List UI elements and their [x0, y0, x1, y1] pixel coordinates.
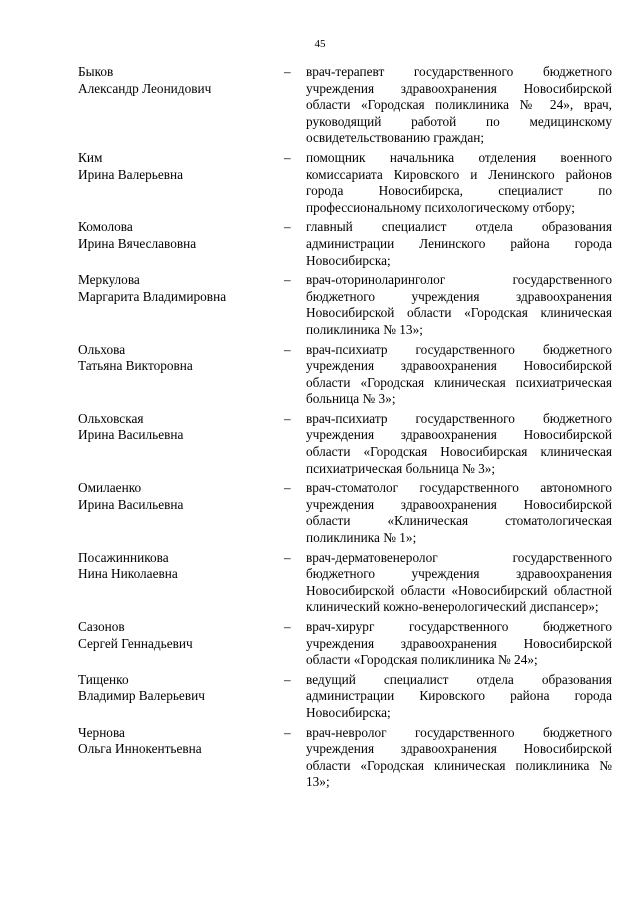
member-name — [78, 550, 284, 583]
member-surname: Посажинникова — [78, 549, 169, 565]
member-name — [78, 64, 284, 97]
member-surname: Меркулова — [78, 272, 140, 288]
member-name — [78, 411, 284, 444]
separator-dash: – — [284, 549, 291, 565]
member-surname: Ким — [78, 149, 103, 165]
member-given-name: Ирина Васильевна — [78, 496, 184, 512]
list-item — [78, 480, 612, 546]
member-name — [78, 480, 284, 513]
member-name — [78, 342, 284, 375]
member-name — [78, 219, 284, 252]
member-surname: Сазонов — [78, 619, 125, 634]
member-position: врач-хирург государственного бюджетного учреждения здравоохранения Новосибирской области «Городская поликлиника № 24»; — [306, 619, 612, 668]
member-surname: Ольхова — [78, 341, 126, 357]
member-position: врач-терапевт государственного бюджетного учреждения здравоохранения Новосибирской области «Городская поликлиника № 24», врач, руководящий работой по медицинскому освидетельствованию граждан; — [306, 64, 612, 146]
separator-dash: – — [284, 341, 291, 357]
member-given-name: Владимир Валерьевич — [78, 688, 205, 704]
list-item — [78, 550, 612, 616]
member-position: помощник начальника отделения военного комиссариата Кировского и Ленинского районов города Новосибирска, специалист по профессиональному психологическому отбору; — [306, 149, 612, 215]
member-given-name: Маргарита Владимировна — [78, 288, 227, 304]
separator-dash: – — [284, 149, 291, 165]
member-given-name: Ольга Иннокентьевна — [78, 741, 202, 757]
separator-dash: – — [284, 64, 291, 79]
list-item — [78, 619, 612, 669]
separator-dash: – — [284, 480, 291, 496]
member-given-name: Ирина Вячеславовна — [78, 235, 197, 251]
separator-dash: – — [284, 272, 291, 288]
list-item — [78, 64, 612, 147]
list-item — [78, 272, 612, 338]
member-given-name: Сергей Геннадьевич — [78, 635, 193, 651]
member-name — [78, 672, 284, 705]
separator-dash: – — [284, 410, 291, 426]
list-item — [78, 342, 612, 408]
list-item — [78, 725, 612, 791]
member-given-name: Ирина Васильевна — [78, 427, 184, 443]
member-given-name: Александр Леонидович — [78, 80, 212, 96]
member-surname: Чернова — [78, 724, 125, 740]
member-list — [78, 64, 612, 794]
member-surname: Ольховская — [78, 410, 144, 426]
member-position: врач-стоматолог государственного автономного учреждения здравоохранения Новосибирской области «Клиническая стоматологическая поликлиника № 1»; — [306, 480, 612, 546]
list-item — [78, 411, 612, 477]
member-surname: Быков — [78, 64, 114, 79]
member-given-name: Нина Николаевна — [78, 566, 178, 582]
member-name — [78, 619, 284, 652]
page-number: 45 — [314, 38, 326, 50]
member-name — [78, 272, 284, 305]
member-position: врач-психиатр государственного бюджетного учреждения здравоохранения Новосибирской области «Городская Новосибирская клиническая психиатрическая больница № 3»; — [306, 410, 612, 476]
list-item — [78, 150, 612, 216]
separator-dash: – — [284, 619, 291, 634]
member-surname: Комолова — [78, 219, 133, 235]
member-surname: Тищенко — [78, 671, 129, 687]
separator-dash: – — [284, 671, 291, 687]
member-given-name: Татьяна Викторовна — [78, 358, 193, 374]
separator-dash: – — [284, 219, 291, 235]
list-item — [78, 219, 612, 269]
member-position: врач-оториноларинголог государственного бюджетного учреждения здравоохранения Новосибирской области «Городская клиническая поликлиника № 13»; — [306, 272, 612, 337]
member-name — [78, 725, 284, 758]
member-position: врач-дерматовенеролог государственного бюджетного учреждения здравоохранения Новосибирской области «Новосибирский областной клинический кожно-венерологический диспансер»; — [306, 549, 612, 615]
member-position: врач-невролог государственного бюджетного учреждения здравоохранения Новосибирской области «Городская клиническая поликлиника № 13»; — [306, 724, 612, 790]
member-position: ведущий специалист отдела образования администрации Кировского района города Новосибирска; — [306, 671, 612, 720]
list-item — [78, 672, 612, 722]
member-given-name: Ирина Валерьевна — [78, 166, 184, 182]
member-name — [78, 150, 284, 183]
member-position: главный специалист отдела образования администрации Ленинского района города Новосибирска; — [306, 219, 612, 268]
member-position: врач-психиатр государственного бюджетного учреждения здравоохранения Новосибирской области «Городская клиническая психиатрическая больница № 3»; — [306, 341, 612, 407]
member-surname: Омилаенко — [78, 480, 142, 496]
separator-dash: – — [284, 724, 291, 740]
